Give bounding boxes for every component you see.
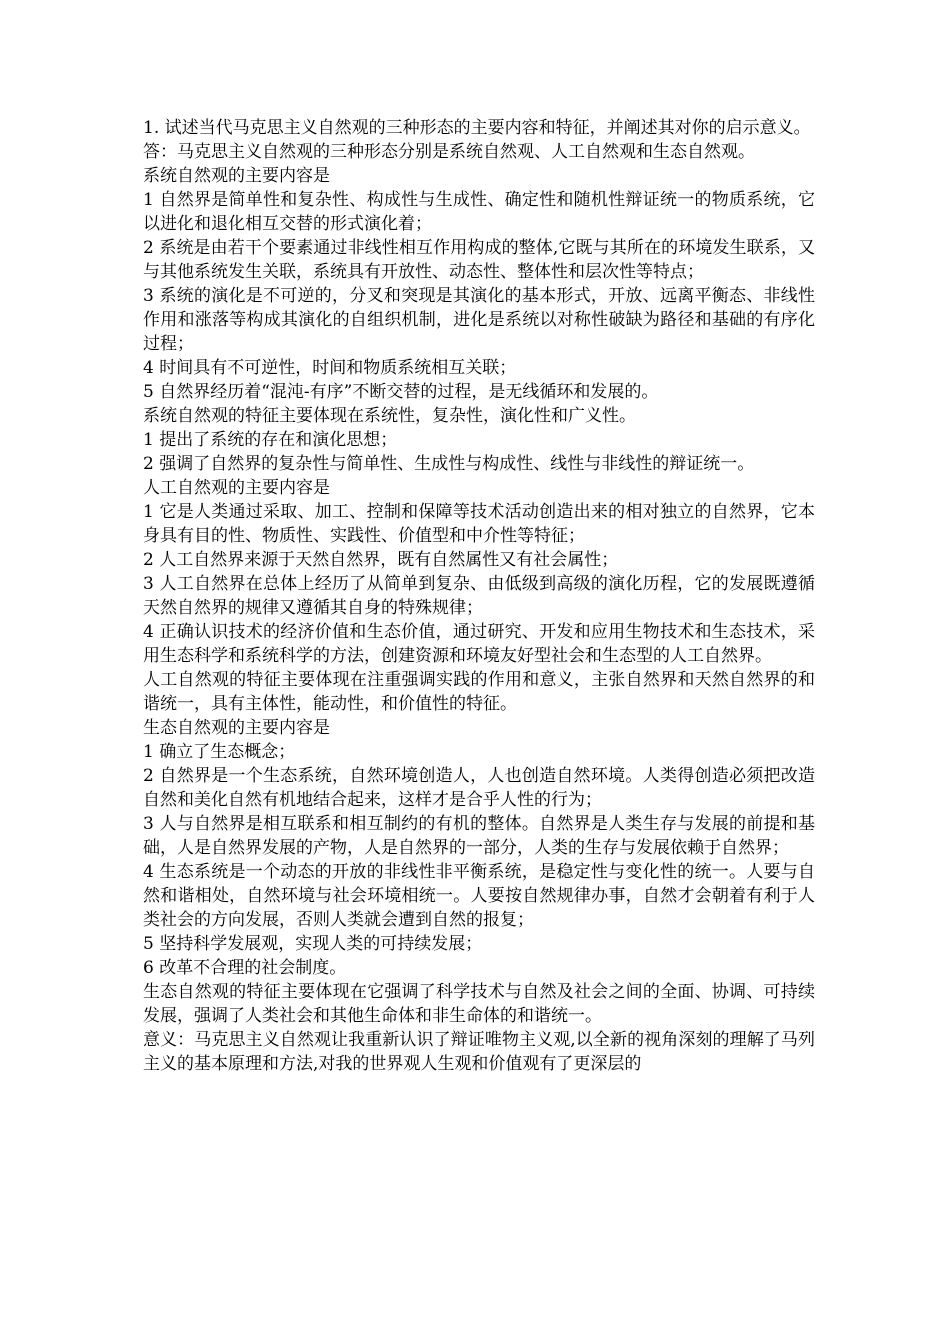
ecological-item-3: 3 人与自然界是相互联系和相互制约的有机的整体。自然界是人类生存与发展的前提和基础，人是自然界发展的产物，人是自然界的一部分，人类的生存与发展依赖于自然界； <box>143 814 815 858</box>
ecological-item-4: 4 生态系统是一个动态的开放的非线性非平衡系统，是稳定性与变化性的统一。人要与自然和谐相处，自然环境与社会环境相统一。人要按自然规律办事，自然才会朝着有利于人类社会的方向发展，否则人类就会遭到自然的报复； <box>143 862 815 930</box>
artificial-item-4: 4 正确认识技术的经济价值和生态价值，通过研究、开发和应用生物技术和生态技术，采用生态科学和系统科学的方法，创建资源和环境友好型社会和生态型的人工自然界。 <box>143 622 815 666</box>
artificial-features: 人工自然观的特征主要体现在注重强调实践的作用和意义，主张自然界和天然自然界的和谐统一，具有主体性，能动性，和价值性的特征。 <box>143 670 815 714</box>
ecological-item-6: 6 改革不合理的社会制度。 <box>143 958 347 978</box>
ecological-item-2: 2 自然界是一个生态系统，自然环境创造人，人也创造自然环境。人类得创造必须把改造自然和美化自然有机地结合起来，这样才是合乎人性的行为； <box>143 766 815 810</box>
artificial-item-3: 3 人工自然界在总体上经历了从简单到复杂、由低级到高级的演化历程，它的发展既遵循天然自然界的规律又遵循其自身的特殊规律； <box>143 574 815 618</box>
system-feature-1: 1 提出了系统的存在和演化思想； <box>143 430 398 450</box>
artificial-item-2: 2 人工自然界来源于天然自然界，既有自然属性又有社会属性； <box>143 550 619 570</box>
document-page <box>143 116 815 1076</box>
system-item-4: 4 时间具有不可逆性，时间和物质系统相互关联； <box>143 358 517 378</box>
section-heading-ecological: 生态自然观的主要内容是 <box>143 718 330 738</box>
system-features: 系统自然观的特征主要体现在系统性，复杂性，演化性和广义性。 <box>143 406 636 426</box>
system-item-3: 3 系统的演化是不可逆的，分叉和突现是其演化的基本形式，开放、远离平衡态、非线性作用和涨落等构成其演化的自组织机制，进化是系统以对称性破缺为路径和基础的有序化过程； <box>143 286 815 354</box>
system-item-5: 5 自然界经历着“混沌-有序”不断交替的过程，是无线循环和发展的。 <box>143 382 659 402</box>
question-title: 1. 试述当代马克思主义自然观的三种形态的主要内容和特征，并阐述其对你的启示意义。 <box>143 118 811 138</box>
artificial-item-1: 1 它是人类通过采取、加工、控制和保障等技术活动创造出来的相对独立的自然界，它本身具有目的性、物质性、实践性、价值型和中介性等特征； <box>143 502 815 546</box>
answer-intro: 答：马克思主义自然观的三种形态分别是系统自然观、人工自然观和生态自然观。 <box>143 142 755 162</box>
ecological-item-1: 1 确立了生态概念； <box>143 742 296 762</box>
system-feature-2: 2 强调了自然界的复杂性与简单性、生成性与构成性、线性与非线性的辩证统一。 <box>143 454 755 474</box>
system-item-1: 1 自然界是简单性和复杂性、构成性与生成性、确定性和随机性辩证统一的物质系统，它以进化和退化相互交替的形式演化着； <box>143 190 815 234</box>
system-item-2: 2 系统是由若干个要素通过非线性相互作用构成的整体,它既与其所在的环境发生联系，又与其他系统发生关联，系统具有开放性、动态性、整体性和层次性等特点； <box>143 238 815 282</box>
section-heading-artificial: 人工自然观的主要内容是 <box>143 478 330 498</box>
ecological-features: 生态自然观的特征主要体现在它强调了科学技术与自然及社会之间的全面、协调、可持续发展，强调了人类社会和其他生命体和非生命体的和谐统一。 <box>143 982 815 1026</box>
significance: 意义：马克思主义自然观让我重新认识了辩证唯物主义观,以全新的视角深刻的理解了马列主义的基本原理和方法,对我的世界观人生观和价值观有了更深层的 <box>143 1030 815 1074</box>
ecological-item-5: 5 坚持科学发展观，实现人类的可持续发展； <box>143 934 483 954</box>
section-heading-system: 系统自然观的主要内容是 <box>143 166 330 186</box>
